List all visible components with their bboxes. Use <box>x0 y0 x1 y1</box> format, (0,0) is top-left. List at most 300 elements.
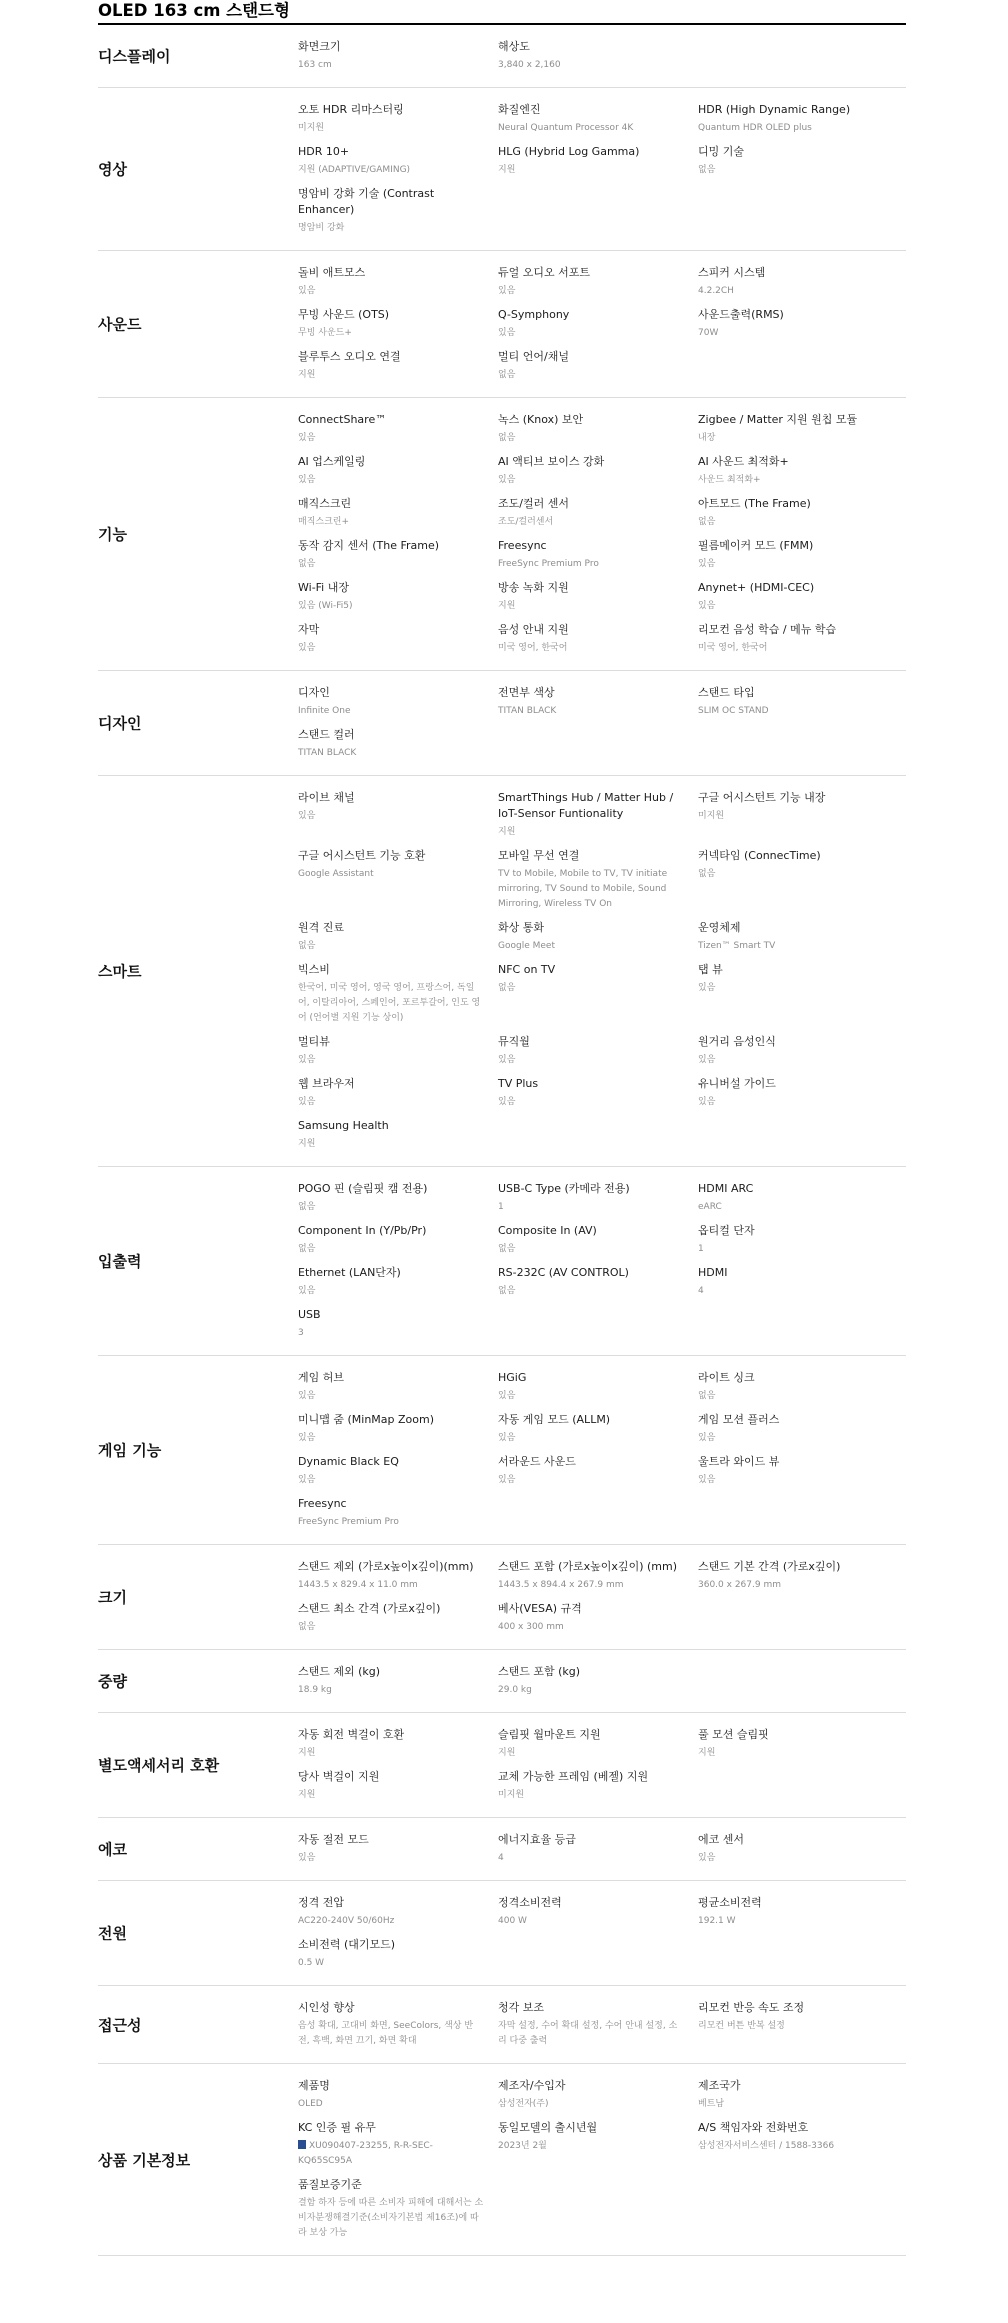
spec-value: 3 <box>298 1328 304 1338</box>
spec-label: 운영체제 <box>698 921 741 934</box>
spec-page <box>98 0 906 2256</box>
section-title: 게임 기능 <box>98 1441 162 1460</box>
spec-item <box>498 1832 698 1874</box>
spec-grid <box>298 1832 904 1874</box>
spec-value: 있음 <box>298 1475 316 1485</box>
spec-item <box>698 1076 904 1118</box>
spec-item <box>698 538 904 580</box>
spec-value: 없음 <box>498 370 516 380</box>
spec-label: 소비전력 (대기모드) <box>298 1938 396 1951</box>
spec-item <box>498 2078 698 2120</box>
section-title: 중량 <box>98 1672 127 1691</box>
spec-label: Zigbee / Matter 지원 원칩 모듈 <box>698 413 858 426</box>
spec-label: 빅스비 <box>298 963 330 976</box>
spec-label: 정격 전압 <box>298 1896 345 1909</box>
spec-value: 지원 <box>698 1748 716 1758</box>
spec-value: 지원 <box>298 1139 316 1149</box>
empty-cell <box>698 727 904 769</box>
spec-label: 화질엔진 <box>498 103 541 116</box>
spec-value: 있음 <box>698 559 716 569</box>
spec-value: 삼성전자서비스센터 / 1588-3366 <box>698 2141 835 2151</box>
spec-item <box>298 1454 498 1496</box>
spec-item <box>698 848 904 920</box>
spec-label: 자동 게임 모드 (ALLM) <box>498 1413 611 1426</box>
spec-label: 시인성 향상 <box>298 2001 355 2014</box>
spec-item <box>498 538 698 580</box>
spec-label: 듀얼 오디오 서포트 <box>498 266 591 279</box>
spec-item <box>498 1034 698 1076</box>
spec-label: 원거리 음성인식 <box>698 1035 776 1048</box>
spec-grid <box>298 39 904 81</box>
spec-label: 옵티컬 단자 <box>698 1224 755 1237</box>
spec-label: Component In (Y/Pb/Pr) <box>298 1224 427 1237</box>
spec-value: 있음 <box>298 1433 316 1443</box>
spec-label: 게임 모션 플러스 <box>698 1413 780 1426</box>
spec-value: 음성 확대, 고대비 화면, SeeColors, 색상 반전, 흑백, 화면 끄기, 화면 확대 <box>298 2021 474 2046</box>
spec-value: 지원 <box>498 827 516 837</box>
spec-value <box>298 2139 484 2169</box>
spec-label: Q-Symphony <box>498 308 570 321</box>
spec-label: 미니맵 줌 (MinMap Zoom) <box>298 1413 435 1426</box>
spec-label: AI 업스케일링 <box>298 455 366 468</box>
empty-cell <box>498 1307 698 1349</box>
spec-item <box>698 496 904 538</box>
spec-item <box>698 307 904 349</box>
empty-cell <box>698 39 904 81</box>
spec-label: USB <box>298 1308 321 1321</box>
spec-value: 베트남 <box>698 2099 725 2109</box>
spec-item <box>298 349 498 391</box>
spec-value: 있음 <box>298 1853 316 1863</box>
spec-value: 있음 <box>498 286 516 296</box>
spec-item <box>298 1937 498 1979</box>
spec-item <box>698 102 904 144</box>
spec-value: 내장 <box>698 433 716 443</box>
spec-value: 무빙 사운드+ <box>298 328 352 338</box>
spec-item <box>298 920 498 962</box>
spec-item <box>298 186 498 244</box>
spec-item <box>298 1496 498 1538</box>
spec-value: Infinite One <box>298 706 351 716</box>
spec-item <box>298 1601 498 1643</box>
empty-cell <box>498 1937 698 1979</box>
spec-value: 있음 <box>698 1853 716 1863</box>
spec-grid <box>298 265 904 391</box>
page-title: OLED 163 cm 스탠드형 <box>98 0 906 25</box>
spec-item <box>298 1076 498 1118</box>
kc-mark-icon <box>298 2140 306 2149</box>
spec-item <box>298 1223 498 1265</box>
spec-value: eARC <box>698 1202 722 1212</box>
spec-item <box>498 1370 698 1412</box>
spec-value: 한국어, 미국 영어, 영국 영어, 프랑스어, 독일어, 이탈리아어, 스페인어, 포르투갈어, 인도 영어 (언어별 지원 기능 상이) <box>298 983 481 1023</box>
spec-label: 스탠드 타입 <box>698 686 755 699</box>
spec-item <box>698 1181 904 1223</box>
spec-label: 유니버설 가이드 <box>698 1077 776 1090</box>
spec-section <box>98 776 906 1167</box>
spec-value: 29.0 kg <box>498 1685 532 1695</box>
spec-item <box>298 848 498 920</box>
spec-section <box>98 1545 906 1650</box>
spec-value: 미지원 <box>498 1790 525 1800</box>
spec-label: 당사 벽걸이 지원 <box>298 1770 380 1783</box>
spec-value: 있음 <box>498 1475 516 1485</box>
spec-value: 있음 <box>498 1055 516 1065</box>
spec-value: 1443.5 x 829.4 x 11.0 mm <box>298 1580 418 1590</box>
spec-value: 미국 영어, 한국어 <box>698 643 768 653</box>
empty-cell <box>698 1937 904 1979</box>
spec-label: 스탠드 제외 (가로x높이x깊이)(mm) <box>298 1560 474 1573</box>
spec-value: 지원 <box>498 165 516 175</box>
spec-value: 있음 <box>298 811 316 821</box>
spec-label: 아트모드 (The Frame) <box>698 497 811 510</box>
spec-item <box>298 685 498 727</box>
spec-value: 미지원 <box>698 811 725 821</box>
spec-item <box>298 2000 498 2057</box>
empty-cell <box>498 2177 698 2249</box>
spec-value: 4 <box>498 1853 504 1863</box>
spec-grid <box>298 1664 904 1706</box>
spec-label: 무빙 사운드 (OTS) <box>298 308 390 321</box>
spec-label: NFC on TV <box>498 963 556 976</box>
spec-item <box>298 1769 498 1811</box>
spec-label: 스탠드 포함 (kg) <box>498 1665 581 1678</box>
spec-item <box>298 622 498 664</box>
spec-label: 돌비 애트모스 <box>298 266 366 279</box>
spec-item <box>298 2177 498 2249</box>
spec-label: 풀 모션 슬림핏 <box>698 1728 769 1741</box>
spec-value: 있음 <box>298 475 316 485</box>
spec-value: 있음 <box>498 475 516 485</box>
spec-label: 뮤직월 <box>498 1035 530 1048</box>
spec-label: HDR 10+ <box>298 145 350 158</box>
spec-item <box>498 1454 698 1496</box>
spec-label: A/S 책임자와 전화번호 <box>698 2121 809 2134</box>
spec-label: Dynamic Black EQ <box>298 1455 399 1468</box>
spec-item <box>298 454 498 496</box>
spec-item <box>498 962 698 1034</box>
spec-item <box>298 496 498 538</box>
spec-item <box>498 580 698 622</box>
spec-label: 리모컨 반응 속도 조정 <box>698 2001 805 2014</box>
spec-label: 멀티뷰 <box>298 1035 330 1048</box>
spec-value: 지원 <box>298 1790 316 1800</box>
spec-item <box>698 2078 904 2120</box>
spec-item <box>298 538 498 580</box>
spec-value: 있음 <box>298 433 316 443</box>
spec-item <box>698 962 904 1034</box>
spec-label: 탭 뷰 <box>698 963 723 976</box>
empty-cell <box>698 1601 904 1643</box>
spec-section <box>98 2064 906 2256</box>
spec-label: 구글 어시스턴트 기능 호환 <box>298 849 426 862</box>
spec-label: 명암비 강화 기술 (Contrast Enhancer) <box>298 187 435 216</box>
spec-value: 없음 <box>298 1622 316 1632</box>
spec-value: 360.0 x 267.9 mm <box>698 1580 781 1590</box>
spec-item <box>298 39 498 81</box>
spec-value: 매직스크린+ <box>298 517 350 527</box>
spec-grid <box>298 2078 904 2249</box>
empty-cell <box>498 1496 698 1538</box>
spec-value: FreeSync Premium Pro <box>498 559 599 569</box>
spec-item <box>698 1559 904 1601</box>
spec-item <box>498 1895 698 1937</box>
spec-grid <box>298 685 904 769</box>
spec-item <box>698 1034 904 1076</box>
spec-label: 스피커 시스템 <box>698 266 766 279</box>
spec-label: 슬림핏 월마운트 지원 <box>498 1728 601 1741</box>
spec-grid <box>298 412 904 664</box>
spec-label: Composite In (AV) <box>498 1224 597 1237</box>
spec-value: 있음 <box>498 1097 516 1107</box>
empty-cell <box>698 349 904 391</box>
spec-value: 없음 <box>698 869 716 879</box>
spec-label: 커넥타임 (ConnecTime) <box>698 849 821 862</box>
spec-label: 게임 허브 <box>298 1371 345 1384</box>
spec-value: 있음 <box>298 1097 316 1107</box>
spec-label: 에너지효율 등급 <box>498 1833 576 1846</box>
spec-label: 디자인 <box>298 686 330 699</box>
spec-item <box>698 1412 904 1454</box>
spec-item <box>698 1454 904 1496</box>
spec-label: AI 사운드 최적화+ <box>698 455 789 468</box>
spec-label: 화면크기 <box>298 40 341 53</box>
spec-label: KC 인증 필 유무 <box>298 2121 376 2134</box>
spec-item <box>498 1769 698 1811</box>
spec-value: 1443.5 x 894.4 x 267.9 mm <box>498 1580 624 1590</box>
spec-item <box>298 790 498 848</box>
spec-value: 있음 <box>698 1475 716 1485</box>
spec-grid <box>298 1370 904 1538</box>
spec-value: 없음 <box>298 559 316 569</box>
spec-label: 모바일 무선 연결 <box>498 849 580 862</box>
spec-label: 전면부 색상 <box>498 686 555 699</box>
spec-item <box>298 727 498 769</box>
spec-label: 멀티 언어/채널 <box>498 350 569 363</box>
spec-value: 있음 <box>698 983 716 993</box>
spec-label: 정격소비전력 <box>498 1896 562 1909</box>
spec-item <box>698 1370 904 1412</box>
spec-item <box>298 1370 498 1412</box>
spec-label: 디밍 기술 <box>698 145 745 158</box>
spec-item <box>498 349 698 391</box>
spec-value: 0.5 W <box>298 1958 325 1968</box>
spec-item <box>298 1727 498 1769</box>
spec-item <box>298 1832 498 1874</box>
spec-label: 평균소비전력 <box>698 1896 762 1909</box>
spec-label: 베사(VESA) 규격 <box>498 1602 582 1615</box>
spec-item <box>498 454 698 496</box>
spec-value: Quantum HDR OLED plus <box>698 123 812 133</box>
spec-item <box>498 39 698 81</box>
spec-item <box>698 265 904 307</box>
spec-section <box>98 88 906 251</box>
spec-grid <box>298 790 904 1160</box>
spec-value: 지원 <box>498 1748 516 1758</box>
spec-label: 라이브 채널 <box>298 791 355 804</box>
spec-section <box>98 25 906 88</box>
spec-value: 192.1 W <box>698 1916 736 1926</box>
spec-label: 해상도 <box>498 40 530 53</box>
spec-item <box>298 1265 498 1307</box>
spec-value-text: XU090407-23255, R-R-SEC-KQ65SC95A <box>298 2141 433 2166</box>
spec-value: 2023년 2월 <box>498 2141 547 2151</box>
spec-label: 에코 센서 <box>698 1833 745 1846</box>
spec-item <box>498 1559 698 1601</box>
spec-label: 웹 브라우저 <box>298 1077 355 1090</box>
spec-value: 지원 (ADAPTIVE/GAMING) <box>298 165 411 175</box>
spec-label: 자막 <box>298 623 320 636</box>
empty-cell <box>498 186 698 244</box>
spec-label: 제조자/수입자 <box>498 2079 566 2092</box>
spec-value: TV to Mobile, Mobile to TV, TV initiate mirroring, TV Sound to Mobile, Sound Mirroring, Wireless TV On <box>498 869 668 909</box>
spec-value: 조도/컬러센서 <box>498 517 554 527</box>
spec-item <box>498 790 698 848</box>
empty-cell <box>698 2177 904 2249</box>
spec-label: 청각 보조 <box>498 2001 545 2014</box>
spec-value: Tizen™ Smart TV <box>698 941 776 951</box>
spec-item <box>298 1034 498 1076</box>
section-title: 입출력 <box>98 1252 142 1271</box>
spec-section <box>98 1713 906 1818</box>
spec-value: 있음 <box>698 601 716 611</box>
spec-item <box>698 1727 904 1769</box>
spec-value: 3,840 x 2,160 <box>498 60 561 70</box>
spec-value: 없음 <box>298 1244 316 1254</box>
spec-label: 방송 녹화 지원 <box>498 581 569 594</box>
spec-value: 있음 <box>498 1433 516 1443</box>
spec-value: 163 cm <box>298 60 332 70</box>
spec-item <box>498 1181 698 1223</box>
spec-item <box>498 412 698 454</box>
spec-item <box>698 454 904 496</box>
spec-value: 없음 <box>698 165 716 175</box>
spec-value: 없음 <box>298 1202 316 1212</box>
spec-label: 동작 감지 센서 (The Frame) <box>298 539 440 552</box>
spec-value: 지원 <box>298 370 316 380</box>
spec-item <box>298 1118 498 1160</box>
spec-item <box>498 265 698 307</box>
spec-item <box>498 622 698 664</box>
spec-label: 스탠드 컬러 <box>298 728 355 741</box>
spec-section <box>98 1986 906 2064</box>
spec-item <box>498 2120 698 2177</box>
spec-value: 지원 <box>498 601 516 611</box>
spec-value: 있음 <box>698 1097 716 1107</box>
section-title: 기능 <box>98 525 127 544</box>
spec-value: 있음 <box>298 286 316 296</box>
spec-value: 없음 <box>698 517 716 527</box>
spec-grid <box>298 1181 904 1349</box>
spec-value: 있음 <box>298 1391 316 1401</box>
spec-item <box>298 2120 498 2177</box>
spec-value: 1 <box>698 1244 704 1254</box>
spec-item <box>298 412 498 454</box>
spec-label: 스탠드 제외 (kg) <box>298 1665 381 1678</box>
spec-label: 블루투스 오디오 연결 <box>298 350 401 363</box>
spec-grid <box>298 1559 904 1643</box>
spec-label: Ethernet (LAN단자) <box>298 1266 401 1279</box>
spec-value: 4.2.2CH <box>698 286 734 296</box>
spec-value: 삼성전자(주) <box>498 2099 549 2109</box>
spec-label: 매직스크린 <box>298 497 352 510</box>
spec-item <box>698 1832 904 1874</box>
spec-label: Freesync <box>498 539 547 552</box>
spec-item <box>498 848 698 920</box>
section-title: 전원 <box>98 1924 127 1943</box>
spec-label: HDMI ARC <box>698 1182 754 1195</box>
spec-value: 있음 <box>498 328 516 338</box>
spec-label: RS-232C (AV CONTROL) <box>498 1266 629 1279</box>
spec-item <box>498 1223 698 1265</box>
spec-item <box>698 1265 904 1307</box>
spec-table <box>98 25 906 2256</box>
spec-section <box>98 1167 906 1356</box>
spec-label: 리모컨 음성 학습 / 메뉴 학습 <box>698 623 837 636</box>
spec-value: 지원 <box>298 1748 316 1758</box>
spec-value: 없음 <box>498 1244 516 1254</box>
spec-item <box>698 920 904 962</box>
spec-grid <box>298 102 904 244</box>
spec-value: 미지원 <box>298 123 325 133</box>
spec-item <box>298 102 498 144</box>
spec-item <box>498 102 698 144</box>
spec-label: 사운드출력(RMS) <box>698 308 784 321</box>
spec-value: 있음 <box>498 1391 516 1401</box>
spec-item <box>498 1412 698 1454</box>
spec-label: 서라운드 사운드 <box>498 1455 576 1468</box>
spec-item <box>498 685 698 727</box>
spec-value: 없음 <box>498 1286 516 1296</box>
spec-label: POGO 핀 (슬림핏 캠 전용) <box>298 1182 428 1195</box>
section-title: 크기 <box>98 1588 127 1607</box>
spec-label: ConnectShare™ <box>298 413 387 426</box>
spec-value: 400 W <box>498 1916 527 1926</box>
section-title: 에코 <box>98 1840 127 1859</box>
spec-item <box>498 2000 698 2057</box>
spec-label: 자동 절전 모드 <box>298 1833 369 1846</box>
spec-label: 녹스 (Knox) 보안 <box>498 413 584 426</box>
spec-item <box>498 307 698 349</box>
spec-label: Anynet+ (HDMI-CEC) <box>698 581 815 594</box>
spec-value: 미국 영어, 한국어 <box>498 643 568 653</box>
spec-value: 70W <box>698 328 719 338</box>
spec-label: HGiG <box>498 1371 527 1384</box>
spec-label: 오토 HDR 리마스터링 <box>298 103 404 116</box>
spec-value: SLIM OC STAND <box>698 706 769 716</box>
spec-label: TV Plus <box>498 1077 539 1090</box>
spec-value: OLED <box>298 2099 323 2109</box>
spec-value: FreeSync Premium Pro <box>298 1517 399 1527</box>
spec-label: Wi-Fi 내장 <box>298 581 349 594</box>
spec-item <box>498 1727 698 1769</box>
spec-label: AI 액티브 보이스 강화 <box>498 455 605 468</box>
spec-grid <box>298 1895 904 1979</box>
spec-item <box>298 1307 498 1349</box>
spec-label: 구글 어시스턴트 기능 내장 <box>698 791 826 804</box>
spec-value: 있음 (Wi-Fi5) <box>298 601 353 611</box>
spec-item <box>298 580 498 622</box>
spec-label: 울트라 와이드 뷰 <box>698 1455 780 1468</box>
empty-cell <box>698 1307 904 1349</box>
spec-value: 사운드 최적화+ <box>698 475 761 485</box>
section-title: 상품 기본정보 <box>98 2151 191 2169</box>
spec-section <box>98 1818 906 1881</box>
spec-value: 4 <box>698 1286 704 1296</box>
spec-item <box>298 1895 498 1937</box>
spec-grid <box>298 2000 904 2057</box>
spec-label: 품질보증기준 <box>298 2178 362 2191</box>
